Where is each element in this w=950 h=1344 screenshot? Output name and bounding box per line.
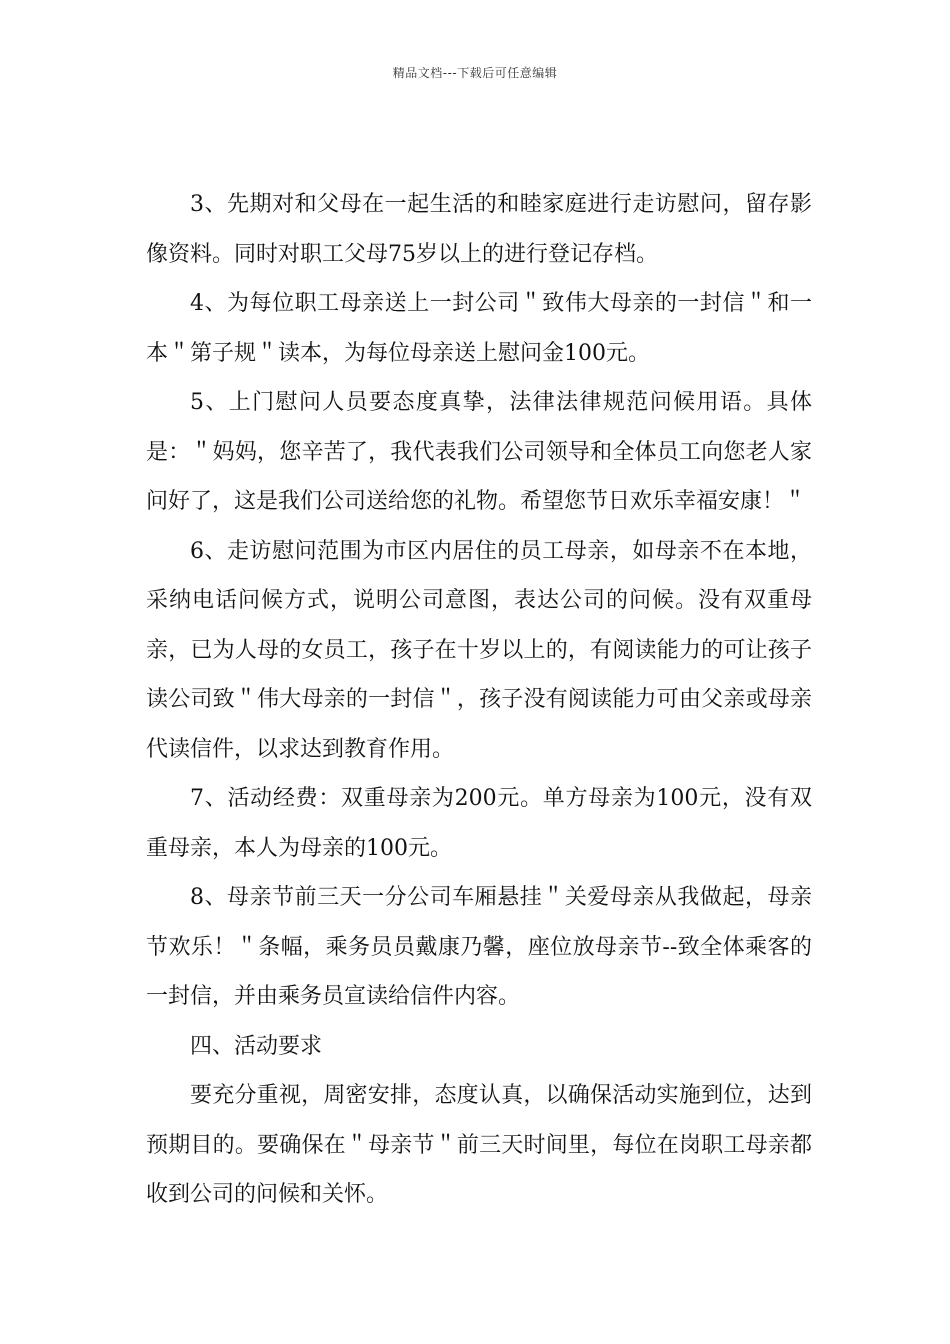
page-header: 精品文档---下载后可任意编辑 (392, 66, 558, 80)
paragraph-item-7: 7、活动经费：双重母亲为200元。单方母亲为100元，没有双重母亲，本人为母亲的100元。 (146, 786, 812, 861)
section-heading: 四、活动要求 (190, 1033, 323, 1059)
paragraph-requirements: 要充分重视，周密安排，态度认真，以确保活动实施到位，达到预期目的。要确保在＂母亲节＂前三天时间里，每位在岗职工母亲都收到公司的问候和关怀。 (146, 1083, 812, 1207)
paragraph-item-8: 8、母亲节前三天一分公司车厢悬挂＂关爱母亲从我做起，母亲节欢乐！＂条幅，乘务员员戴康乃馨，座位放母亲节--致全体乘客的一封信，并由乘务员宣读给信件内容。 (146, 885, 812, 1009)
paragraph-item-6: 6、走访慰问范围为市区内居住的员工母亲，如母亲不在本地，采纳电话问候方式，说明公司意图，表达公司的问候。没有双重母亲，已为人母的女员工，孩子在十岁以上的，有阅读能力的可让孩子读公司致＂伟大母亲的一封信＂，孩子没有阅读能力可由父亲或母亲代读信件，以求达到教育作用。 (146, 538, 812, 762)
paragraph-item-4: 4、为每位职工母亲送上一封公司＂致伟大母亲的一封信＂和一本＂第子规＂读本，为每位母亲送上慰问金100元。 (146, 291, 812, 366)
document-body (146, 180, 812, 1220)
paragraph-item-5: 5、上门慰问人员要态度真挚，法律法律规范问候用语。具体是：＂妈妈，您辛苦了，我代表我们公司领导和全体员工向您老人家问好了，这是我们公司送给您的礼物。希望您节日欢乐幸福安康！＂ (146, 390, 812, 514)
paragraph-item-3: 3、先期对和父母在一起生活的和睦家庭进行走访慰问，留存影像资料。同时对职工父母75岁以上的进行登记存档。 (146, 192, 812, 267)
